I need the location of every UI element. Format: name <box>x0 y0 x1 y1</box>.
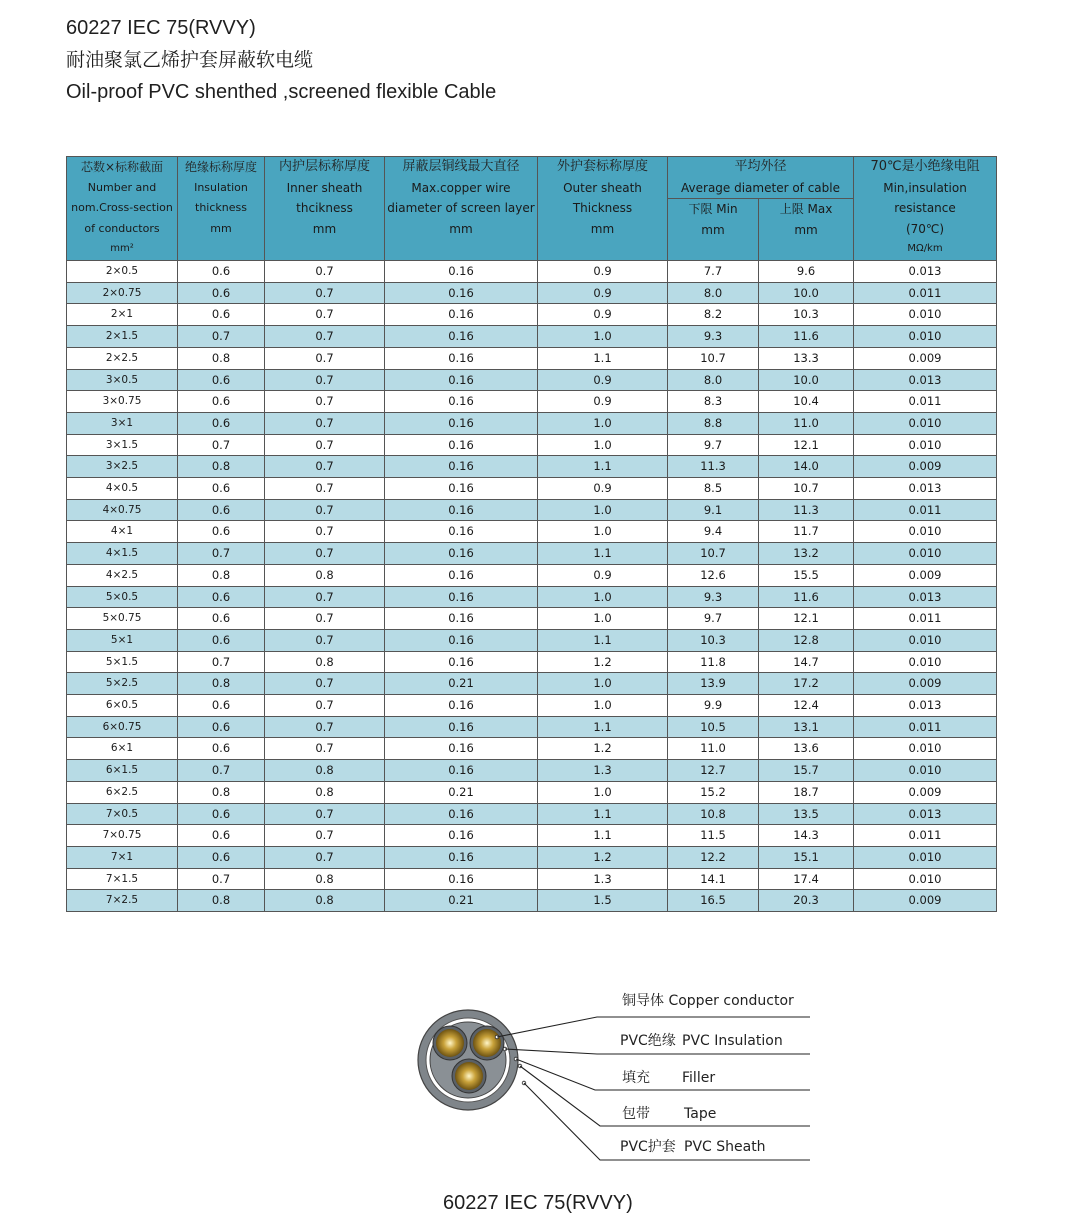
table-cell: 0.6 <box>178 412 265 434</box>
table-cell: 1.0 <box>538 499 668 521</box>
table-cell: 11.6 <box>759 586 854 608</box>
table-cell: 0.16 <box>385 434 538 456</box>
table-cell: 9.1 <box>668 499 759 521</box>
label-tape: 包带 Tape <box>622 1106 717 1122</box>
table-cell: 9.7 <box>668 434 759 456</box>
table-cell: 4×0.5 <box>67 478 178 500</box>
table-cell: 11.5 <box>668 825 759 847</box>
table-cell: 10.7 <box>668 543 759 565</box>
table-cell: 10.0 <box>759 369 854 391</box>
table-cell: 0.9 <box>538 391 668 413</box>
table-cell: 0.011 <box>854 282 997 304</box>
table-cell: 0.16 <box>385 695 538 717</box>
table-cell: 0.6 <box>178 608 265 630</box>
table-cell: 9.9 <box>668 695 759 717</box>
table-cell: 13.1 <box>759 716 854 738</box>
table-cell: 9.3 <box>668 586 759 608</box>
table-row <box>67 868 997 890</box>
table-cell: 1.0 <box>538 586 668 608</box>
table-cell: 0.6 <box>178 369 265 391</box>
table-cell: 0.009 <box>854 781 997 803</box>
table-cell: 13.2 <box>759 543 854 565</box>
table-cell: 0.16 <box>385 716 538 738</box>
table-cell: 0.011 <box>854 825 997 847</box>
table-cell: 0.6 <box>178 282 265 304</box>
table-cell: 10.7 <box>668 347 759 369</box>
table-cell: 12.2 <box>668 846 759 868</box>
table-cell: 0.011 <box>854 391 997 413</box>
table-cell: 11.0 <box>668 738 759 760</box>
table-cell: 6×2.5 <box>67 781 178 803</box>
table-cell: 0.7 <box>265 695 385 717</box>
table-cell: 0.6 <box>178 478 265 500</box>
table-cell: 0.010 <box>854 651 997 673</box>
table-row <box>67 434 997 456</box>
table-cell: 0.009 <box>854 673 997 695</box>
table-cell: 0.9 <box>538 478 668 500</box>
table-cell: 0.8 <box>178 456 265 478</box>
table-cell: 0.7 <box>265 846 385 868</box>
table-cell: 4×1.5 <box>67 543 178 565</box>
table-cell: 1.0 <box>538 521 668 543</box>
footer-model-title: 60227 IEC 75(RVVY) <box>443 1192 633 1214</box>
table-cell: 0.010 <box>854 760 997 782</box>
table-cell: 11.6 <box>759 326 854 348</box>
table-cell: 0.013 <box>854 369 997 391</box>
table-cell: 0.16 <box>385 651 538 673</box>
table-row <box>67 825 997 847</box>
label-pvc-sheath: PVC护套 PVC Sheath <box>620 1139 766 1155</box>
label-filler: 填充 Filler <box>622 1070 716 1086</box>
table-cell: 0.8 <box>265 868 385 890</box>
table-cell: 1.1 <box>538 825 668 847</box>
table-cell: 13.6 <box>759 738 854 760</box>
table-cell: 15.2 <box>668 781 759 803</box>
table-cell: 11.0 <box>759 412 854 434</box>
table-cell: 5×0.5 <box>67 586 178 608</box>
table-cell: 1.2 <box>538 738 668 760</box>
table-header <box>67 157 997 261</box>
table-cell: 7×0.5 <box>67 803 178 825</box>
table-cell: 0.21 <box>385 781 538 803</box>
table-row <box>67 781 997 803</box>
table-cell: 0.16 <box>385 825 538 847</box>
table-cell: 0.16 <box>385 586 538 608</box>
table-cell: 17.2 <box>759 673 854 695</box>
table-cell: 6×0.75 <box>67 716 178 738</box>
table-cell: 1.1 <box>538 716 668 738</box>
table-cell: 5×1 <box>67 629 178 651</box>
table-cell: 0.16 <box>385 412 538 434</box>
table-cell: 0.16 <box>385 803 538 825</box>
table-cell: 0.16 <box>385 738 538 760</box>
table-cell: 8.8 <box>668 412 759 434</box>
model-title: 60227 IEC 75(RVVY) <box>66 17 256 39</box>
table-cell: 14.3 <box>759 825 854 847</box>
table-cell: 0.013 <box>854 478 997 500</box>
table-row <box>67 673 997 695</box>
table-cell: 12.6 <box>668 564 759 586</box>
table-cell: 0.6 <box>178 846 265 868</box>
table-cell: 12.8 <box>759 629 854 651</box>
table-cell: 0.16 <box>385 499 538 521</box>
spec-table <box>66 156 997 912</box>
table-row <box>67 521 997 543</box>
table-cell: 15.5 <box>759 564 854 586</box>
table-cell: 0.7 <box>178 434 265 456</box>
table-cell: 6×0.5 <box>67 695 178 717</box>
table-cell: 10.3 <box>668 629 759 651</box>
table-row <box>67 760 997 782</box>
table-cell: 18.7 <box>759 781 854 803</box>
table-cell: 2×2.5 <box>67 347 178 369</box>
table-cell: 0.16 <box>385 304 538 326</box>
table-cell: 0.013 <box>854 586 997 608</box>
table-cell: 0.8 <box>265 651 385 673</box>
table-row <box>67 803 997 825</box>
table-row <box>67 890 997 912</box>
table-cell: 1.0 <box>538 608 668 630</box>
table-cell: 14.0 <box>759 456 854 478</box>
table-row <box>67 738 997 760</box>
table-body <box>67 261 997 912</box>
table-cell: 2×1.5 <box>67 326 178 348</box>
table-cell: 0.7 <box>265 434 385 456</box>
col-header-screen-wire: 屏蔽层铜线最大直径 Max.copper wire diameter of screen layer mm <box>385 157 538 261</box>
table-cell: 0.7 <box>265 456 385 478</box>
table-row <box>67 391 997 413</box>
table-cell: 0.010 <box>854 846 997 868</box>
table-cell: 0.6 <box>178 521 265 543</box>
table-cell: 0.6 <box>178 391 265 413</box>
table-cell: 0.6 <box>178 629 265 651</box>
table-cell: 0.9 <box>538 304 668 326</box>
table-cell: 1.1 <box>538 803 668 825</box>
table-cell: 8.0 <box>668 369 759 391</box>
table-cell: 13.5 <box>759 803 854 825</box>
table-cell: 0.011 <box>854 716 997 738</box>
table-cell: 0.16 <box>385 391 538 413</box>
table-cell: 1.2 <box>538 846 668 868</box>
table-cell: 0.010 <box>854 629 997 651</box>
table-cell: 4×1 <box>67 521 178 543</box>
table-cell: 0.7 <box>178 326 265 348</box>
table-cell: 0.7 <box>265 391 385 413</box>
table-cell: 1.1 <box>538 629 668 651</box>
table-cell: 8.3 <box>668 391 759 413</box>
table-cell: 0.7 <box>178 543 265 565</box>
table-cell: 8.0 <box>668 282 759 304</box>
table-cell: 4×2.5 <box>67 564 178 586</box>
table-cell: 10.7 <box>759 478 854 500</box>
table-cell: 0.16 <box>385 347 538 369</box>
table-row <box>67 846 997 868</box>
col-header-min-resistance: 70℃是小绝缘电阻 Min,insulation resistance (70℃) MΩ/km <box>854 157 997 261</box>
table-cell: 1.0 <box>538 673 668 695</box>
table-cell: 9.3 <box>668 326 759 348</box>
table-cell: 0.010 <box>854 304 997 326</box>
table-cell: 7×2.5 <box>67 890 178 912</box>
table-cell: 0.8 <box>265 760 385 782</box>
table-cell: 0.7 <box>265 738 385 760</box>
col-header-inner-sheath: 内护层标称厚度 Inner sheath thcikness mm <box>265 157 385 261</box>
table-cell: 0.8 <box>265 890 385 912</box>
table-cell: 0.16 <box>385 326 538 348</box>
table-cell: 13.3 <box>759 347 854 369</box>
table-cell: 17.4 <box>759 868 854 890</box>
table-cell: 1.0 <box>538 326 668 348</box>
table-cell: 0.7 <box>265 326 385 348</box>
table-cell: 0.8 <box>178 890 265 912</box>
table-cell: 0.6 <box>178 695 265 717</box>
table-cell: 0.7 <box>265 586 385 608</box>
table-cell: 0.7 <box>265 825 385 847</box>
table-cell: 0.7 <box>178 651 265 673</box>
table-cell: 13.9 <box>668 673 759 695</box>
table-cell: 0.8 <box>178 347 265 369</box>
table-row <box>67 412 997 434</box>
table-cell: 8.5 <box>668 478 759 500</box>
table-cell: 12.1 <box>759 608 854 630</box>
table-cell: 0.16 <box>385 629 538 651</box>
table-cell: 0.6 <box>178 825 265 847</box>
table-cell: 0.009 <box>854 890 997 912</box>
table-cell: 1.0 <box>538 695 668 717</box>
table-row <box>67 304 997 326</box>
table-cell: 1.3 <box>538 760 668 782</box>
table-cell: 10.8 <box>668 803 759 825</box>
cable-cross-section-diagram <box>410 980 820 1165</box>
table-cell: 0.16 <box>385 261 538 283</box>
table-cell: 10.0 <box>759 282 854 304</box>
table-cell: 15.7 <box>759 760 854 782</box>
table-cell: 20.3 <box>759 890 854 912</box>
table-cell: 3×1.5 <box>67 434 178 456</box>
table-cell: 0.6 <box>178 738 265 760</box>
table-cell: 0.6 <box>178 803 265 825</box>
table-cell: 6×1 <box>67 738 178 760</box>
table-cell: 0.7 <box>265 499 385 521</box>
table-cell: 0.7 <box>265 347 385 369</box>
table-cell: 0.8 <box>265 781 385 803</box>
table-cell: 0.7 <box>265 369 385 391</box>
table-cell: 0.16 <box>385 521 538 543</box>
table-cell: 3×0.5 <box>67 369 178 391</box>
table-cell: 5×2.5 <box>67 673 178 695</box>
table-row <box>67 716 997 738</box>
table-cell: 1.3 <box>538 868 668 890</box>
table-cell: 0.013 <box>854 803 997 825</box>
table-cell: 1.0 <box>538 434 668 456</box>
table-cell: 0.010 <box>854 326 997 348</box>
table-cell: 0.8 <box>178 781 265 803</box>
table-cell: 2×1 <box>67 304 178 326</box>
table-cell: 14.1 <box>668 868 759 890</box>
table-cell: 11.3 <box>668 456 759 478</box>
table-cell: 0.16 <box>385 282 538 304</box>
table-cell: 0.7 <box>265 478 385 500</box>
table-row <box>67 586 997 608</box>
table-cell: 11.7 <box>759 521 854 543</box>
table-cell: 1.1 <box>538 347 668 369</box>
table-cell: 0.7 <box>265 608 385 630</box>
table-row <box>67 456 997 478</box>
table-row <box>67 326 997 348</box>
table-row <box>67 564 997 586</box>
table-cell: 0.16 <box>385 868 538 890</box>
table-cell: 0.9 <box>538 282 668 304</box>
table-cell: 7.7 <box>668 261 759 283</box>
table-cell: 8.2 <box>668 304 759 326</box>
table-row <box>67 543 997 565</box>
table-cell: 0.7 <box>265 673 385 695</box>
table-cell: 0.010 <box>854 412 997 434</box>
table-cell: 0.009 <box>854 456 997 478</box>
table-cell: 0.7 <box>178 760 265 782</box>
table-cell: 0.7 <box>265 412 385 434</box>
table-cell: 0.7 <box>178 868 265 890</box>
title-block <box>66 12 496 108</box>
table-cell: 0.21 <box>385 673 538 695</box>
table-cell: 15.1 <box>759 846 854 868</box>
table-cell: 0.7 <box>265 716 385 738</box>
table-cell: 0.7 <box>265 304 385 326</box>
table-cell: 9.7 <box>668 608 759 630</box>
table-cell: 0.7 <box>265 803 385 825</box>
table-cell: 0.7 <box>265 261 385 283</box>
table-cell: 0.8 <box>178 673 265 695</box>
table-row <box>67 499 997 521</box>
table-cell: 0.011 <box>854 499 997 521</box>
table-cell: 1.2 <box>538 651 668 673</box>
table-cell: 12.1 <box>759 434 854 456</box>
table-cell: 0.7 <box>265 521 385 543</box>
col-header-outer-sheath: 外护套标称厚度 Outer sheath Thickness mm <box>538 157 668 261</box>
table-cell: 0.16 <box>385 564 538 586</box>
table-cell: 10.5 <box>668 716 759 738</box>
table-cell: 0.011 <box>854 608 997 630</box>
col-header-avg-diameter: 平均外径 Average diameter of cable <box>668 157 854 199</box>
table-cell: 1.1 <box>538 456 668 478</box>
table-cell: 0.16 <box>385 456 538 478</box>
table-cell: 0.6 <box>178 304 265 326</box>
table-cell: 0.013 <box>854 261 997 283</box>
table-cell: 1.5 <box>538 890 668 912</box>
table-cell: 0.6 <box>178 499 265 521</box>
table-row <box>67 369 997 391</box>
table-cell: 10.3 <box>759 304 854 326</box>
table-cell: 7×1 <box>67 846 178 868</box>
table-row <box>67 347 997 369</box>
table-row <box>67 282 997 304</box>
table-cell: 0.16 <box>385 543 538 565</box>
table-cell: 0.010 <box>854 738 997 760</box>
table-cell: 0.16 <box>385 846 538 868</box>
table-cell: 0.010 <box>854 868 997 890</box>
table-cell: 12.4 <box>759 695 854 717</box>
table-cell: 0.16 <box>385 760 538 782</box>
table-cell: 0.9 <box>538 564 668 586</box>
table-cell: 1.0 <box>538 781 668 803</box>
table-cell: 0.6 <box>178 261 265 283</box>
table-cell: 3×2.5 <box>67 456 178 478</box>
table-cell: 0.21 <box>385 890 538 912</box>
table-cell: 10.4 <box>759 391 854 413</box>
col-header-diameter-min: 下限 Min mm <box>668 199 759 261</box>
table-cell: 11.3 <box>759 499 854 521</box>
table-cell: 0.010 <box>854 434 997 456</box>
table-cell: 5×1.5 <box>67 651 178 673</box>
table-row <box>67 651 997 673</box>
table-cell: 16.5 <box>668 890 759 912</box>
table-cell: 0.16 <box>385 478 538 500</box>
table-cell: 0.010 <box>854 543 997 565</box>
table-cell: 0.009 <box>854 564 997 586</box>
table-cell: 0.7 <box>265 629 385 651</box>
table-cell: 3×1 <box>67 412 178 434</box>
table-cell: 0.7 <box>265 543 385 565</box>
table-cell: 0.013 <box>854 695 997 717</box>
table-cell: 3×0.75 <box>67 391 178 413</box>
table-cell: 9.6 <box>759 261 854 283</box>
table-cell: 1.0 <box>538 412 668 434</box>
table-cell: 9.4 <box>668 521 759 543</box>
title-english: Oil-proof PVC shenthed ,screened flexible Cable <box>66 81 497 103</box>
table-row <box>67 695 997 717</box>
table-cell: 0.9 <box>538 261 668 283</box>
table-cell: 0.6 <box>178 586 265 608</box>
col-header-insulation: 绝缘标称厚度 Insulation thickness mm <box>178 157 265 261</box>
table-cell: 0.8 <box>265 564 385 586</box>
table-cell: 11.8 <box>668 651 759 673</box>
col-header-diameter-max: 上限 Max mm <box>759 199 854 261</box>
table-cell: 0.7 <box>265 282 385 304</box>
table-cell: 0.009 <box>854 347 997 369</box>
table-cell: 1.1 <box>538 543 668 565</box>
col-header-cores: 芯数×标称截面 Number and nom.Cross-section of conductors mm² <box>67 157 178 261</box>
table-row <box>67 478 997 500</box>
table-row <box>67 608 997 630</box>
table-cell: 7×1.5 <box>67 868 178 890</box>
table-cell: 0.010 <box>854 521 997 543</box>
table-row <box>67 629 997 651</box>
table-cell: 7×0.75 <box>67 825 178 847</box>
table-cell: 0.9 <box>538 369 668 391</box>
table-cell: 0.8 <box>178 564 265 586</box>
table-cell: 2×0.75 <box>67 282 178 304</box>
table-cell: 12.7 <box>668 760 759 782</box>
table-row <box>67 261 997 283</box>
table-cell: 14.7 <box>759 651 854 673</box>
table-cell: 2×0.5 <box>67 261 178 283</box>
table-cell: 4×0.75 <box>67 499 178 521</box>
label-pvc-insulation: PVC绝缘 PVC Insulation <box>620 1033 783 1049</box>
table-cell: 5×0.75 <box>67 608 178 630</box>
table-cell: 0.16 <box>385 369 538 391</box>
table-cell: 6×1.5 <box>67 760 178 782</box>
table-cell: 0.6 <box>178 716 265 738</box>
table-cell: 0.16 <box>385 608 538 630</box>
label-copper-conductor: 铜导体 Copper conductor <box>622 993 794 1009</box>
title-chinese: 耐油聚氯乙烯护套屏蔽软电缆 <box>66 49 314 71</box>
